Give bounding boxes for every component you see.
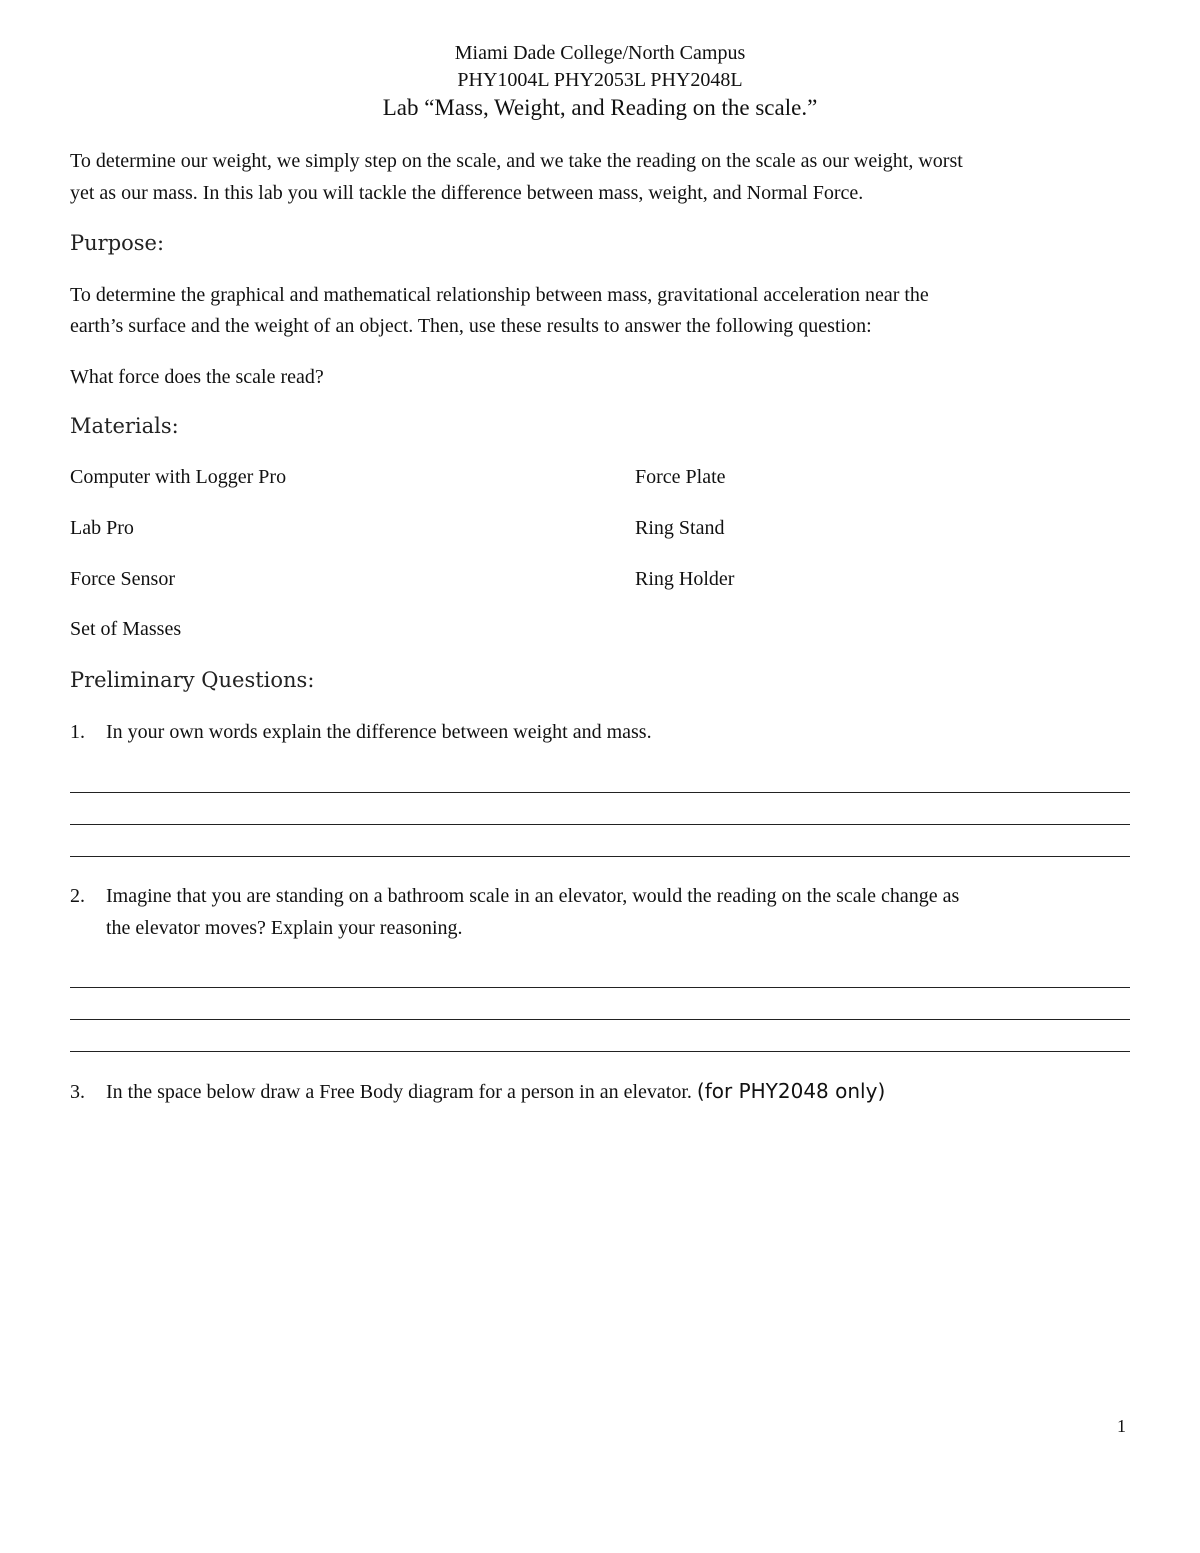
question-number: 3.	[70, 1081, 85, 1103]
question-3	[70, 1075, 885, 1108]
preliminary-heading: Preliminary Questions:	[70, 668, 315, 692]
answer-line[interactable]	[70, 824, 1130, 825]
question-2-continued: the elevator moves? Explain your reasoning.	[106, 917, 463, 939]
material-item: Ring Stand	[635, 517, 725, 539]
intro-line-1: To determine our weight, we simply step on the scale, and we take the reading on the scale as our weight, worst	[70, 150, 963, 172]
answer-line[interactable]	[70, 987, 1130, 988]
intro-line-2: yet as our mass. In this lab you will tackle the difference between mass, weight, and Normal Force.	[70, 182, 864, 204]
purpose-heading: Purpose:	[70, 231, 165, 255]
page-number: 1	[1117, 1416, 1126, 1436]
question-text: In your own words explain the difference between weight and mass.	[106, 721, 652, 743]
institution-header: Miami Dade College/North Campus	[454, 42, 746, 64]
question-number: 1.	[70, 721, 85, 743]
material-item: Lab Pro	[70, 517, 134, 539]
answer-line[interactable]	[70, 1019, 1130, 1020]
material-item: Computer with Logger Pro	[70, 466, 287, 488]
material-item: Force Sensor	[70, 568, 175, 590]
answer-line[interactable]	[70, 792, 1130, 793]
question-number: 2.	[70, 885, 85, 907]
course-codes: PHY1004L PHY2053L PHY2048L	[457, 69, 743, 91]
question-text: In the space below draw a Free Body diagram for a person in an elevator.	[106, 1081, 692, 1103]
answer-line[interactable]	[70, 856, 1130, 857]
material-item: Ring Holder	[635, 568, 735, 590]
question-2	[70, 880, 959, 912]
purpose-line-1: To determine the graphical and mathematical relationship between mass, gravitational acceleration near the	[70, 284, 929, 306]
question-text: Imagine that you are standing on a bathroom scale in an elevator, would the reading on the scale change as	[106, 885, 960, 907]
material-item: Force Plate	[635, 466, 726, 488]
material-item: Set of Masses	[70, 618, 182, 640]
question-1	[70, 716, 652, 748]
question-note: (for PHY2048 only)	[696, 1079, 886, 1103]
purpose-line-2: earth’s surface and the weight of an object. Then, use these results to answer the following question:	[70, 315, 872, 337]
lab-title: Lab “Mass, Weight, and Reading on the scale.”	[382, 95, 818, 120]
answer-line[interactable]	[70, 1051, 1130, 1052]
purpose-question: What force does the scale read?	[70, 366, 324, 388]
materials-heading: Materials:	[70, 414, 179, 438]
